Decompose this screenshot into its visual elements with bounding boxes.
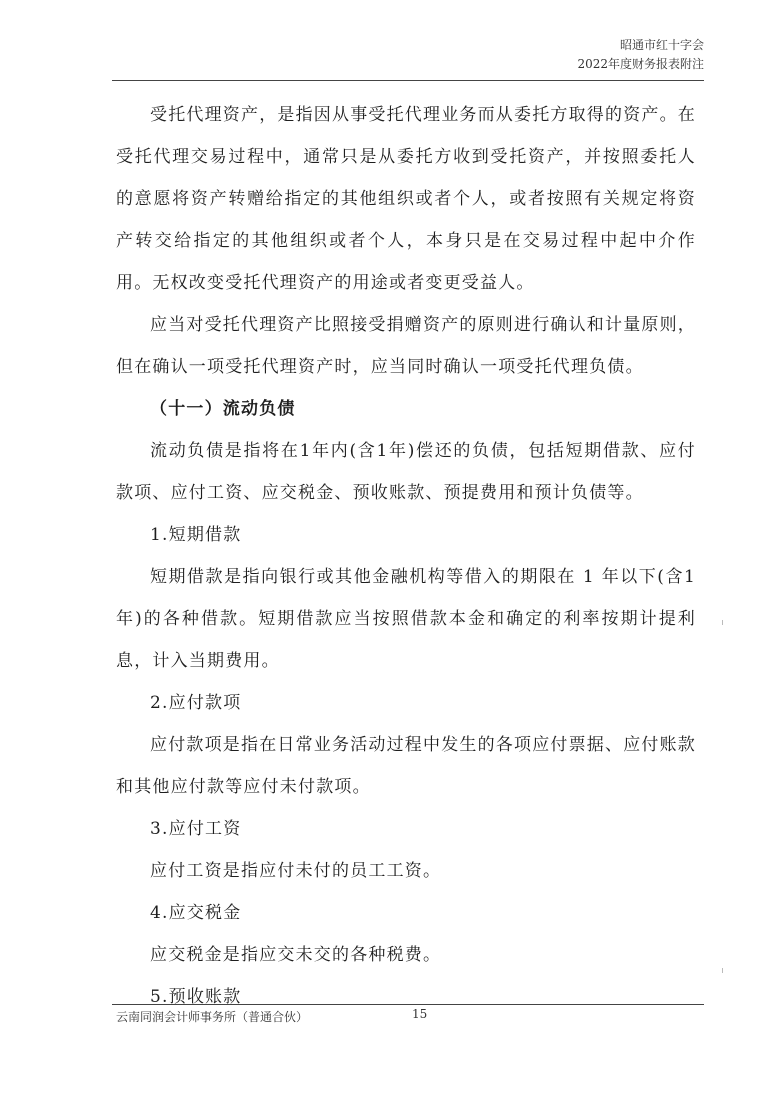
para-accounts-payable: 应付款项是指在日常业务活动过程中发生的各项应付票据、应付账款和其他应付款等应付未付款项。 xyxy=(116,735,696,797)
para-short-term-loans: 短期借款是指向银行或其他金融机构等借入的期限在 1 年以下(含1年)的各种借款。短期借款应当按照借款本金和确定的利率按期计提利息，计入当期费用。 xyxy=(116,567,696,671)
footer-divider xyxy=(112,1004,704,1005)
scan-speck xyxy=(722,968,723,973)
scan-speck xyxy=(722,620,723,625)
heading-short-term-loans: 1.短期借款 xyxy=(150,525,242,545)
heading-current-liabilities: （十一）流动负债 xyxy=(150,399,296,419)
heading-advance-receipts: 5.预收账款 xyxy=(150,987,242,1007)
header-organization: 昭通市红十字会 xyxy=(619,38,704,52)
document-body xyxy=(116,94,696,1018)
para-entrusted-assets-definition: 受托代理资产，是指因从事受托代理业务而从委托方取得的资产。在受托代理交易过程中，通常只是从委托方收到受托资产，并按照委托人的意愿将资产转赠给指定的其他组织或者个人，或者按照有关规定将资产转交给指定的其他组织或者个人，本身只是在交易过程中起中介作用。无权改变受托代理资产的用途或者变更受益人。 xyxy=(116,105,696,293)
header-divider xyxy=(112,80,704,81)
heading-taxes-payable: 4.应交税金 xyxy=(150,903,242,923)
page-header xyxy=(577,36,704,74)
para-taxes-payable: 应交税金是指应交未交的各种税费。 xyxy=(150,945,442,965)
footer-firm-name: 云南同润会计师事务所（普通合伙） xyxy=(116,1010,309,1024)
para-wages-payable: 应付工资是指应付未付的员工工资。 xyxy=(150,861,442,881)
page-number: 15 xyxy=(412,1007,428,1021)
header-report-title: 2022年度财务报表附注 xyxy=(577,57,704,71)
para-current-liabilities-definition: 流动负债是指将在1年内(含1年)偿还的负债，包括短期借款、应付款项、应付工资、应交税金、预收账款、预提费用和预计负债等。 xyxy=(116,441,696,503)
heading-accounts-payable: 2.应付款项 xyxy=(150,693,242,713)
heading-wages-payable: 3.应付工资 xyxy=(150,819,242,839)
para-entrusted-assets-recognition: 应当对受托代理资产比照接受捐赠资产的原则进行确认和计量原则，但在确认一项受托代理资产时，应当同时确认一项受托代理负债。 xyxy=(116,315,696,377)
